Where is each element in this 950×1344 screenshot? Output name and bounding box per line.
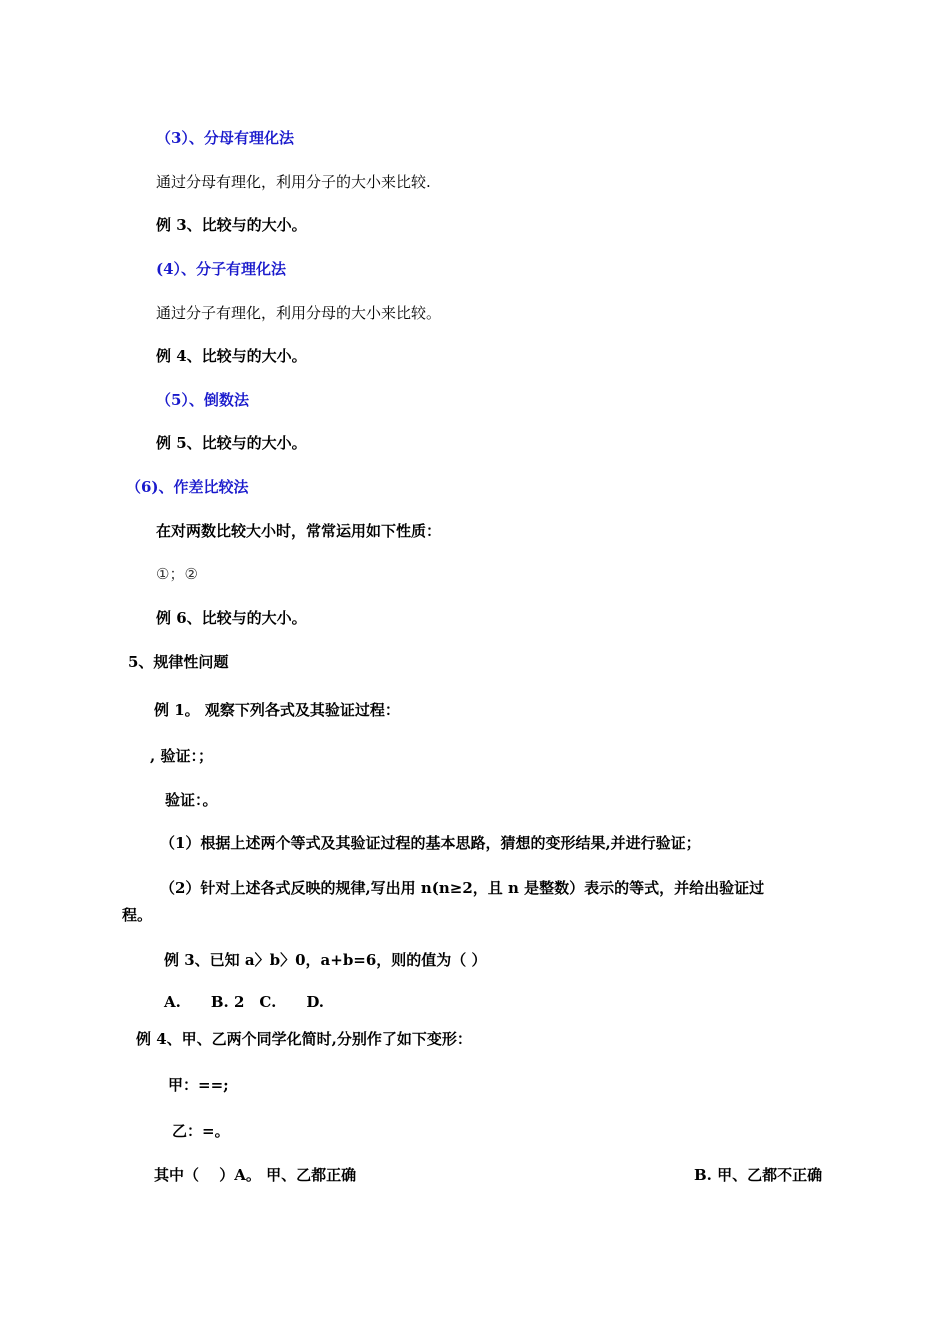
pattern-example-1: 例 1。 观察下列各式及其验证过程： bbox=[154, 701, 400, 719]
pattern-example-3: 例 3、已知 a〉b〉0，a+b=6，则的值为（ ） bbox=[164, 951, 487, 969]
pattern-example-4: 例 4、甲、乙两个同学化简时,分别作了如下变形： bbox=[136, 1030, 472, 1048]
heading-difference-method: （6)、作差比较法 bbox=[126, 478, 249, 496]
properties-line: ①；② bbox=[156, 565, 198, 583]
heading-reciprocal-method: （5）、倒数法 bbox=[156, 391, 249, 409]
example-6: 例 6、比较与的大小。 bbox=[156, 609, 307, 627]
verification-line-1: , 验证：； bbox=[150, 747, 213, 765]
example-3-options: A. B. 2 C. D. bbox=[164, 993, 325, 1011]
example-4: 例 4、比较与的大小。 bbox=[156, 347, 307, 365]
choice-b: B. 甲、乙都不正确 bbox=[694, 1166, 823, 1184]
method-description-3: 通过分母有理化，利用分子的大小来比较. bbox=[156, 173, 431, 191]
question-1: （1）根据上述两个等式及其验证过程的基本思路，猜想的变形结果,并进行验证； bbox=[160, 834, 701, 852]
student-yi-work: 乙：=。 bbox=[172, 1122, 230, 1140]
verification-line-2: 验证：。 bbox=[165, 791, 218, 809]
example-5: 例 5、比较与的大小。 bbox=[156, 434, 307, 452]
heading-rationalize-denominator: （3）、分母有理化法 bbox=[156, 129, 294, 147]
question-2-line-1: （2）针对上述各式反映的规律,写出用 n(n≥2，且 n 是整数）表示的等式，并给出验证过 bbox=[160, 879, 765, 897]
section-heading-patterns: 5、规律性问题 bbox=[128, 653, 229, 671]
method-description-6: 在对两数比较大小时，常常运用如下性质： bbox=[156, 522, 442, 540]
question-2-line-2: 程。 bbox=[122, 906, 153, 924]
example-3: 例 3、比较与的大小。 bbox=[156, 216, 307, 234]
choice-a: 其中（ ）A。 甲、乙都正确 bbox=[154, 1166, 357, 1184]
student-jia-work: 甲：==; bbox=[168, 1076, 229, 1094]
heading-rationalize-numerator: (4）、分子有理化法 bbox=[156, 260, 287, 278]
method-description-4: 通过分子有理化，利用分母的大小来比较。 bbox=[156, 304, 442, 322]
